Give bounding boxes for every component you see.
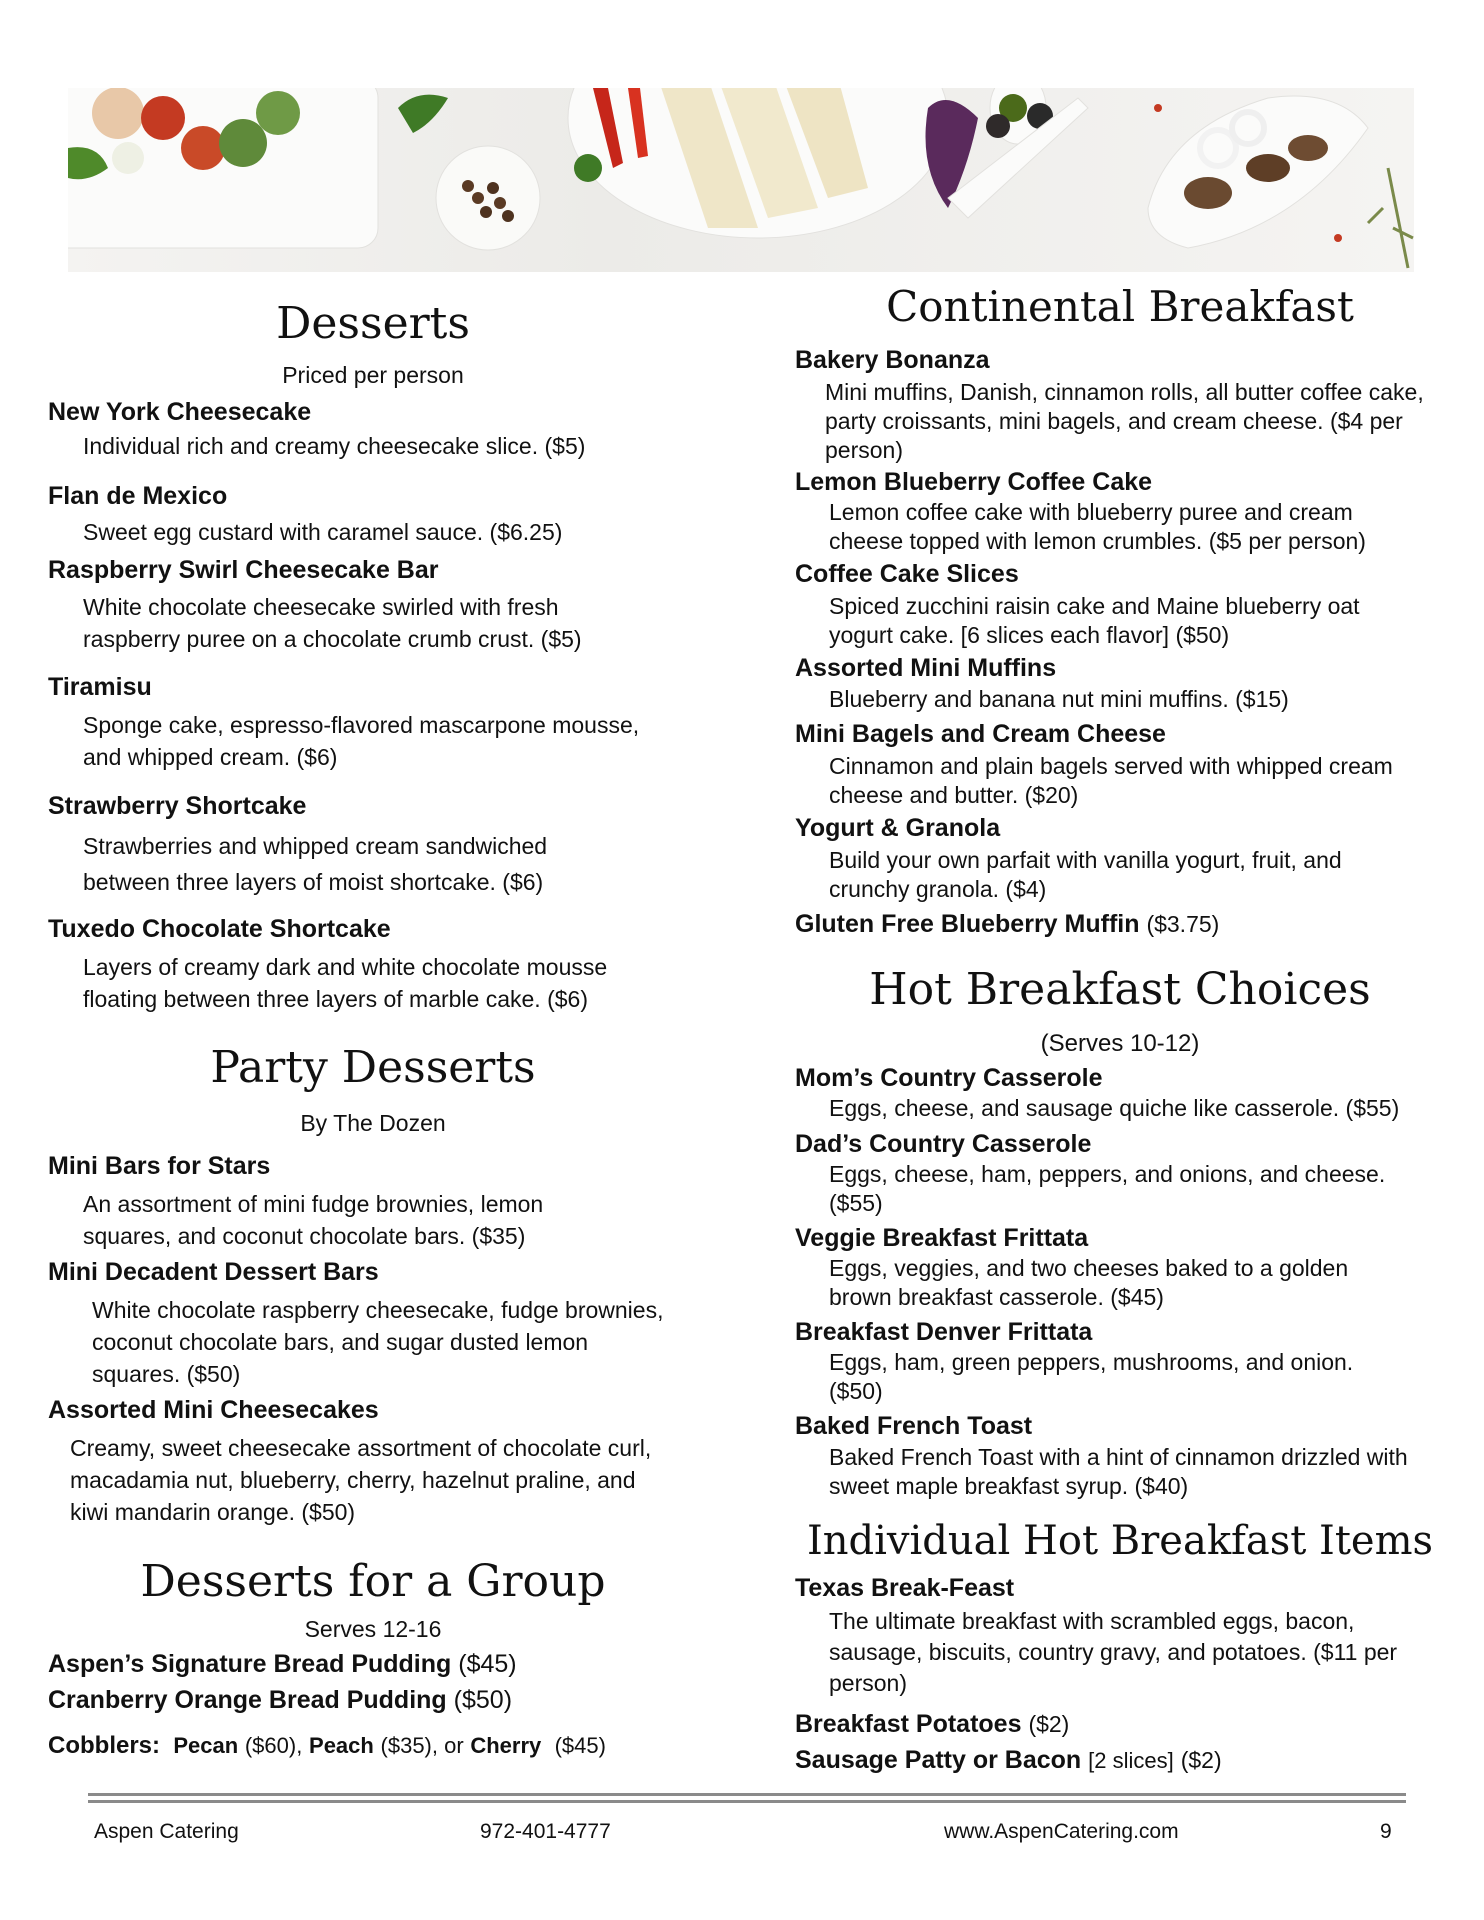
group-item-price: ($50) xyxy=(453,1686,513,1714)
dessert-item-name: New York Cheesecake xyxy=(48,398,312,426)
individual-heading: Individual Hot Breakfast Items xyxy=(806,1518,1434,1564)
hot-breakfast-subtitle: (Serves 10-12) xyxy=(1040,1030,1200,1057)
hot-breakfast-heading: Hot Breakfast Choices xyxy=(869,964,1371,1015)
footer-phone: 972-401-4777 xyxy=(480,1820,611,1843)
continental-item-name: Bakery Bonanza xyxy=(795,346,990,374)
dessert-item-name: Tuxedo Chocolate Shortcake xyxy=(48,915,391,943)
group-item-name: Cranberry Orange Bread Pudding xyxy=(48,1686,447,1714)
dessert-item-name: Flan de Mexico xyxy=(48,482,228,510)
cobblers-line xyxy=(48,1732,606,1760)
hot-item-desc: Eggs, cheese, and sausage quiche like casserole. ($55) xyxy=(829,1095,1400,1121)
food-banner-image xyxy=(68,88,1414,272)
group-item-name: Aspen’s Signature Bread Pudding xyxy=(48,1650,452,1678)
cobblers-label: Cobblers: xyxy=(48,1732,161,1759)
cobbler-pecan-price: ($60), xyxy=(244,1733,303,1758)
continental-item-desc: Build your own parfait with vanilla yogurt, fruit, and crunchy granola. ($4) xyxy=(829,847,1342,902)
hot-item-desc: Eggs, veggies, and two cheeses baked to a golden brown breakfast casserole. ($45) xyxy=(829,1255,1349,1310)
dessert-item-name: Strawberry Shortcake xyxy=(48,792,307,820)
continental-item-desc: Lemon coffee cake with blueberry puree and cream cheese topped with lemon crumbles. ($5 per person) xyxy=(829,499,1366,554)
breakfast-potatoes-item xyxy=(795,1710,1069,1739)
hot-item-desc: Eggs, cheese, ham, peppers, and onions, and cheese. ($55) xyxy=(829,1161,1386,1216)
hot-item-name: Baked French Toast xyxy=(795,1412,1033,1440)
footer-company: Aspen Catering xyxy=(94,1820,239,1843)
dessert-item-desc: Sweet egg custard with caramel sauce. ($6.25) xyxy=(83,519,563,545)
gluten-free-price: ($3.75) xyxy=(1146,911,1220,937)
cobbler-cherry: Cherry xyxy=(470,1733,542,1758)
gluten-free-item xyxy=(795,910,1219,939)
dessert-item-desc: Layers of creamy dark and white chocolate mousse floating between three layers of marble cake. ($6) xyxy=(83,954,608,1012)
dessert-item-desc: Individual rich and creamy cheesecake slice. ($5) xyxy=(83,433,586,459)
continental-heading: Continental Breakfast xyxy=(886,282,1354,331)
continental-item-desc: Spiced zucchini raisin cake and Maine blueberry oat yogurt cake. [6 slices each flavor] ($50) xyxy=(829,593,1360,648)
cobbler-peach-price: ($35), or xyxy=(380,1733,464,1758)
footer-page-number: 9 xyxy=(1380,1820,1392,1843)
party-item-name: Mini Decadent Dessert Bars xyxy=(48,1258,379,1286)
hot-item-desc: Eggs, ham, green peppers, mushrooms, and onion. ($50) xyxy=(829,1349,1354,1404)
continental-item-desc: Mini muffins, Danish, cinnamon rolls, all butter coffee cake, party croissants, mini bagels, and cream cheese. ($4 per person) xyxy=(825,379,1424,463)
desserts-subtitle: Priced per person xyxy=(282,362,464,388)
group-desserts-heading: Desserts for a Group xyxy=(140,1556,606,1607)
footer-rule-top xyxy=(88,1793,1406,1796)
group-item-price: ($45) xyxy=(458,1650,517,1678)
hot-item-name: Veggie Breakfast Frittata xyxy=(795,1224,1089,1252)
sausage-bacon-price: ($2) xyxy=(1180,1747,1222,1773)
sausage-bacon-name: Sausage Patty or Bacon xyxy=(795,1746,1082,1774)
continental-item-name: Coffee Cake Slices xyxy=(795,560,1019,588)
breakfast-potatoes-price: ($2) xyxy=(1028,1711,1070,1737)
breakfast-potatoes-name: Breakfast Potatoes xyxy=(795,1710,1022,1738)
hot-item-name: Dad’s Country Casserole xyxy=(795,1130,1092,1158)
party-item-name: Assorted Mini Cheesecakes xyxy=(48,1396,379,1424)
continental-item-desc: Cinnamon and plain bagels served with whipped cream cheese and butter. ($20) xyxy=(829,753,1393,808)
group-item xyxy=(48,1686,512,1715)
party-item-desc: White chocolate raspberry cheesecake, fudge brownies, coconut chocolate bars, and sugar dusted lemon squares. ($50) xyxy=(92,1297,664,1387)
continental-item-name: Lemon Blueberry Coffee Cake xyxy=(795,468,1153,496)
group-item xyxy=(48,1650,517,1679)
continental-item-name: Yogurt & Granola xyxy=(795,814,1001,842)
texas-breakfeast-name: Texas Break-Feast xyxy=(795,1574,1015,1602)
footer-website: www.AspenCatering.com xyxy=(944,1820,1179,1843)
footer-rule-bottom xyxy=(88,1800,1406,1803)
continental-item-name: Mini Bagels and Cream Cheese xyxy=(795,720,1166,748)
gluten-free-name: Gluten Free Blueberry Muffin xyxy=(795,910,1140,938)
dessert-item-name: Raspberry Swirl Cheesecake Bar xyxy=(48,556,439,584)
dessert-item-desc: White chocolate cheesecake swirled with fresh raspberry puree on a chocolate crumb crust. ($5) xyxy=(83,594,582,652)
cobbler-pecan: Pecan xyxy=(173,1733,239,1758)
dessert-item-desc: Strawberries and whipped cream sandwiched between three layers of moist shortcake. ($6) xyxy=(83,833,548,895)
party-item-desc: An assortment of mini fudge brownies, lemon squares, and coconut chocolate bars. ($35) xyxy=(83,1191,544,1249)
sausage-bacon-item xyxy=(795,1746,1222,1775)
sausage-bacon-note: [2 slices] xyxy=(1088,1748,1174,1773)
texas-breakfeast-desc: The ultimate breakfast with scrambled eggs, bacon, sausage, biscuits, country gravy, and potatoes. ($11 per person) xyxy=(829,1608,1398,1696)
cobbler-peach: Peach xyxy=(309,1733,374,1758)
party-desserts-subtitle: By The Dozen xyxy=(300,1110,446,1136)
hot-item-name: Breakfast Denver Frittata xyxy=(795,1318,1093,1346)
party-desserts-heading: Party Desserts xyxy=(210,1042,536,1093)
dessert-item-desc: Sponge cake, espresso-flavored mascarpone mousse, and whipped cream. ($6) xyxy=(83,712,640,770)
desserts-heading: Desserts xyxy=(276,298,470,349)
party-item-name: Mini Bars for Stars xyxy=(48,1152,271,1180)
group-desserts-subtitle: Serves 12-16 xyxy=(304,1616,442,1642)
continental-item-name: Assorted Mini Muffins xyxy=(795,654,1057,682)
hot-item-desc: Baked French Toast with a hint of cinnamon drizzled with sweet maple breakfast syrup. ($40) xyxy=(829,1444,1408,1499)
hot-item-name: Mom’s Country Casserole xyxy=(795,1064,1103,1092)
cobbler-cherry-price: ($45) xyxy=(554,1733,606,1758)
party-item-desc: Creamy, sweet cheesecake assortment of chocolate curl, macadamia nut, blueberry, cherry, hazelnut praline, and kiwi mandarin orange. ($50) xyxy=(70,1435,652,1525)
dessert-item-name: Tiramisu xyxy=(48,673,152,701)
continental-item-desc: Blueberry and banana nut mini muffins. ($15) xyxy=(829,686,1289,712)
